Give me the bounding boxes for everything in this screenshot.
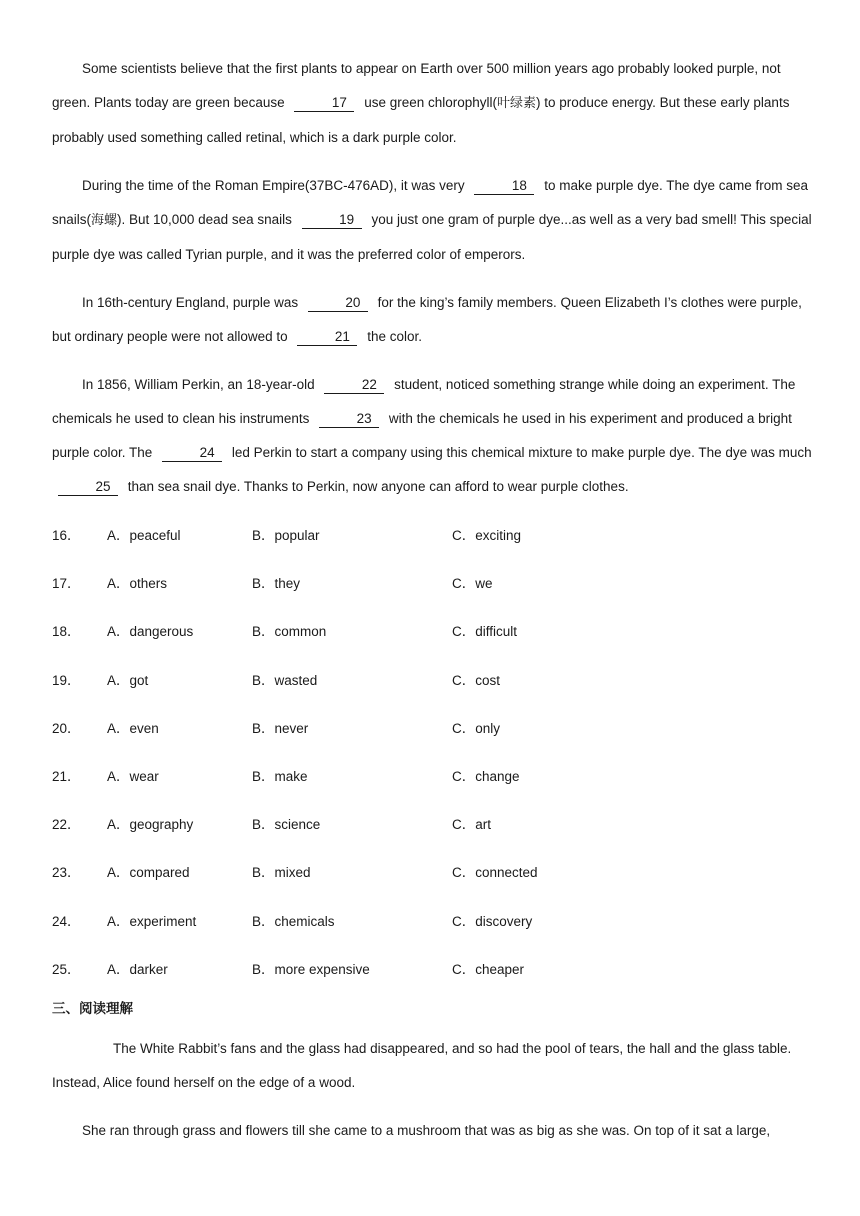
- passage-text: In 16th-century England, purple was: [82, 295, 299, 310]
- passage-text: the color.: [367, 329, 422, 344]
- passage-paragraph-3: [52, 286, 812, 354]
- option-a[interactable]: A．wear: [107, 769, 159, 785]
- blank-20: 20: [308, 295, 368, 312]
- option-c[interactable]: C．difficult: [452, 624, 518, 640]
- passage-paragraph-1: [52, 52, 812, 155]
- option-a[interactable]: A．others: [107, 576, 168, 592]
- blank-18: 18: [474, 178, 534, 195]
- passage-text: student, noticed something strange while doing an experiment. The chemicals he used to clean his instruments: [52, 377, 796, 426]
- passage-text: for the king’s family members. Queen Elizabeth I’s clothes were purple, but ordinary people were not allowed to: [52, 295, 802, 344]
- question-row: [52, 657, 812, 705]
- document-page: [52, 52, 812, 1162]
- option-a[interactable]: A．darker: [107, 961, 168, 977]
- option-c[interactable]: C．change: [452, 769, 520, 785]
- option-b[interactable]: B．more expensive: [252, 961, 370, 977]
- option-b[interactable]: B．popular: [252, 528, 320, 544]
- question-row: [52, 898, 812, 946]
- blank-22: 22: [324, 377, 384, 394]
- passage-text: ). But 10,000 dead sea snails: [117, 212, 292, 227]
- passage-text: ) to produce energy. But these early plants probably used something called retinal, which is a dark purple color.: [52, 95, 790, 145]
- question-row: [52, 849, 812, 897]
- question-row: [52, 705, 812, 753]
- blank-25: 25: [58, 479, 118, 496]
- option-b[interactable]: B．mixed: [252, 865, 311, 881]
- passage-text: During the time of the Roman Empire(37BC-476AD), it was very: [82, 178, 465, 193]
- blank-17: 17: [294, 95, 354, 112]
- section-heading: [52, 996, 812, 1022]
- option-b[interactable]: B．they: [252, 576, 301, 592]
- option-b[interactable]: B．make: [252, 769, 308, 785]
- option-a[interactable]: A．experiment: [107, 913, 197, 929]
- passage-text: than sea snail dye. Thanks to Perkin, now anyone can afford to wear purple clothes.: [127, 479, 629, 494]
- option-c[interactable]: C．cheaper: [452, 961, 525, 977]
- passage-text: use green chlorophyll(: [364, 95, 498, 110]
- option-c[interactable]: C．only: [452, 720, 501, 736]
- question-row: [52, 512, 812, 560]
- blank-21: 21: [297, 329, 357, 346]
- option-b[interactable]: B．never: [252, 720, 309, 736]
- blank-19: 19: [302, 212, 362, 229]
- passage-paragraph-4: [52, 368, 812, 504]
- question-number: 25．: [52, 961, 81, 977]
- chinese-gloss: 叶绿素: [497, 96, 537, 111]
- question-row: [52, 946, 812, 994]
- question-number: 18．: [52, 624, 81, 640]
- section-heading-text: 三、阅读理解: [52, 1000, 133, 1017]
- option-a[interactable]: A．got: [107, 672, 149, 688]
- question-number: 19．: [52, 672, 81, 688]
- option-c[interactable]: C．exciting: [452, 528, 522, 544]
- option-c[interactable]: C．discovery: [452, 913, 533, 929]
- question-number: 22．: [52, 817, 81, 833]
- option-b[interactable]: B．chemicals: [252, 913, 335, 929]
- option-c[interactable]: C．cost: [452, 672, 501, 688]
- passage-text: with the chemicals he used in his experiment and produced a bright purple color. The: [52, 411, 792, 460]
- passage-text: led Perkin to start a company using this chemical mixture to make purple dye. The dye was much: [231, 445, 812, 460]
- passage-text: In 1856, William Perkin, an 18-year-old: [82, 377, 315, 392]
- question-number: 20．: [52, 720, 81, 736]
- passage-paragraph-2: [52, 169, 812, 272]
- option-c[interactable]: C．we: [452, 576, 493, 592]
- chinese-gloss: 海螺: [91, 213, 118, 228]
- question-row: [52, 753, 812, 801]
- question-row: [52, 560, 812, 608]
- reading-paragraph-1: The White Rabbit’s fans and the glass had disappeared, and so had the pool of tears, the hall and the glass table. Instead, Alice found herself on the edge of a wood.: [52, 1040, 792, 1090]
- option-b[interactable]: B．science: [252, 817, 321, 833]
- option-a[interactable]: A．compared: [107, 865, 190, 881]
- question-number: 21．: [52, 769, 81, 785]
- option-b[interactable]: B．common: [252, 624, 327, 640]
- passage-text: to make purple dye. The dye came from sea snails(: [52, 178, 809, 227]
- option-a[interactable]: A．even: [107, 720, 159, 736]
- option-b[interactable]: B．wasted: [252, 672, 318, 688]
- option-a[interactable]: A．geography: [107, 817, 194, 833]
- option-a[interactable]: A．dangerous: [107, 624, 194, 640]
- option-c[interactable]: C．connected: [452, 865, 538, 881]
- reading-paragraph-2: She ran through grass and flowers till she came to a mushroom that was as big as she was. On top of it sat a large,: [82, 1122, 771, 1138]
- blank-24: 24: [162, 445, 222, 462]
- question-number: 17．: [52, 576, 81, 592]
- question-number: 16．: [52, 528, 81, 544]
- question-row: [52, 801, 812, 849]
- option-c[interactable]: C．art: [452, 817, 492, 833]
- question-list: [52, 512, 812, 994]
- question-number: 24．: [52, 913, 81, 929]
- question-row: [52, 608, 812, 656]
- passage-text: you just one gram of purple dye...as well as a very bad smell! This special purple dye was called Tyrian purple, and it was the preferred color of emperors.: [52, 212, 812, 262]
- blank-23: 23: [319, 411, 379, 428]
- question-number: 23．: [52, 865, 81, 881]
- passage-text: Some scientists believe that the first plants to appear on Earth over 500 million years ago probably looked purple, not green. Plants today are green because: [52, 61, 781, 110]
- option-a[interactable]: A．peaceful: [107, 528, 181, 544]
